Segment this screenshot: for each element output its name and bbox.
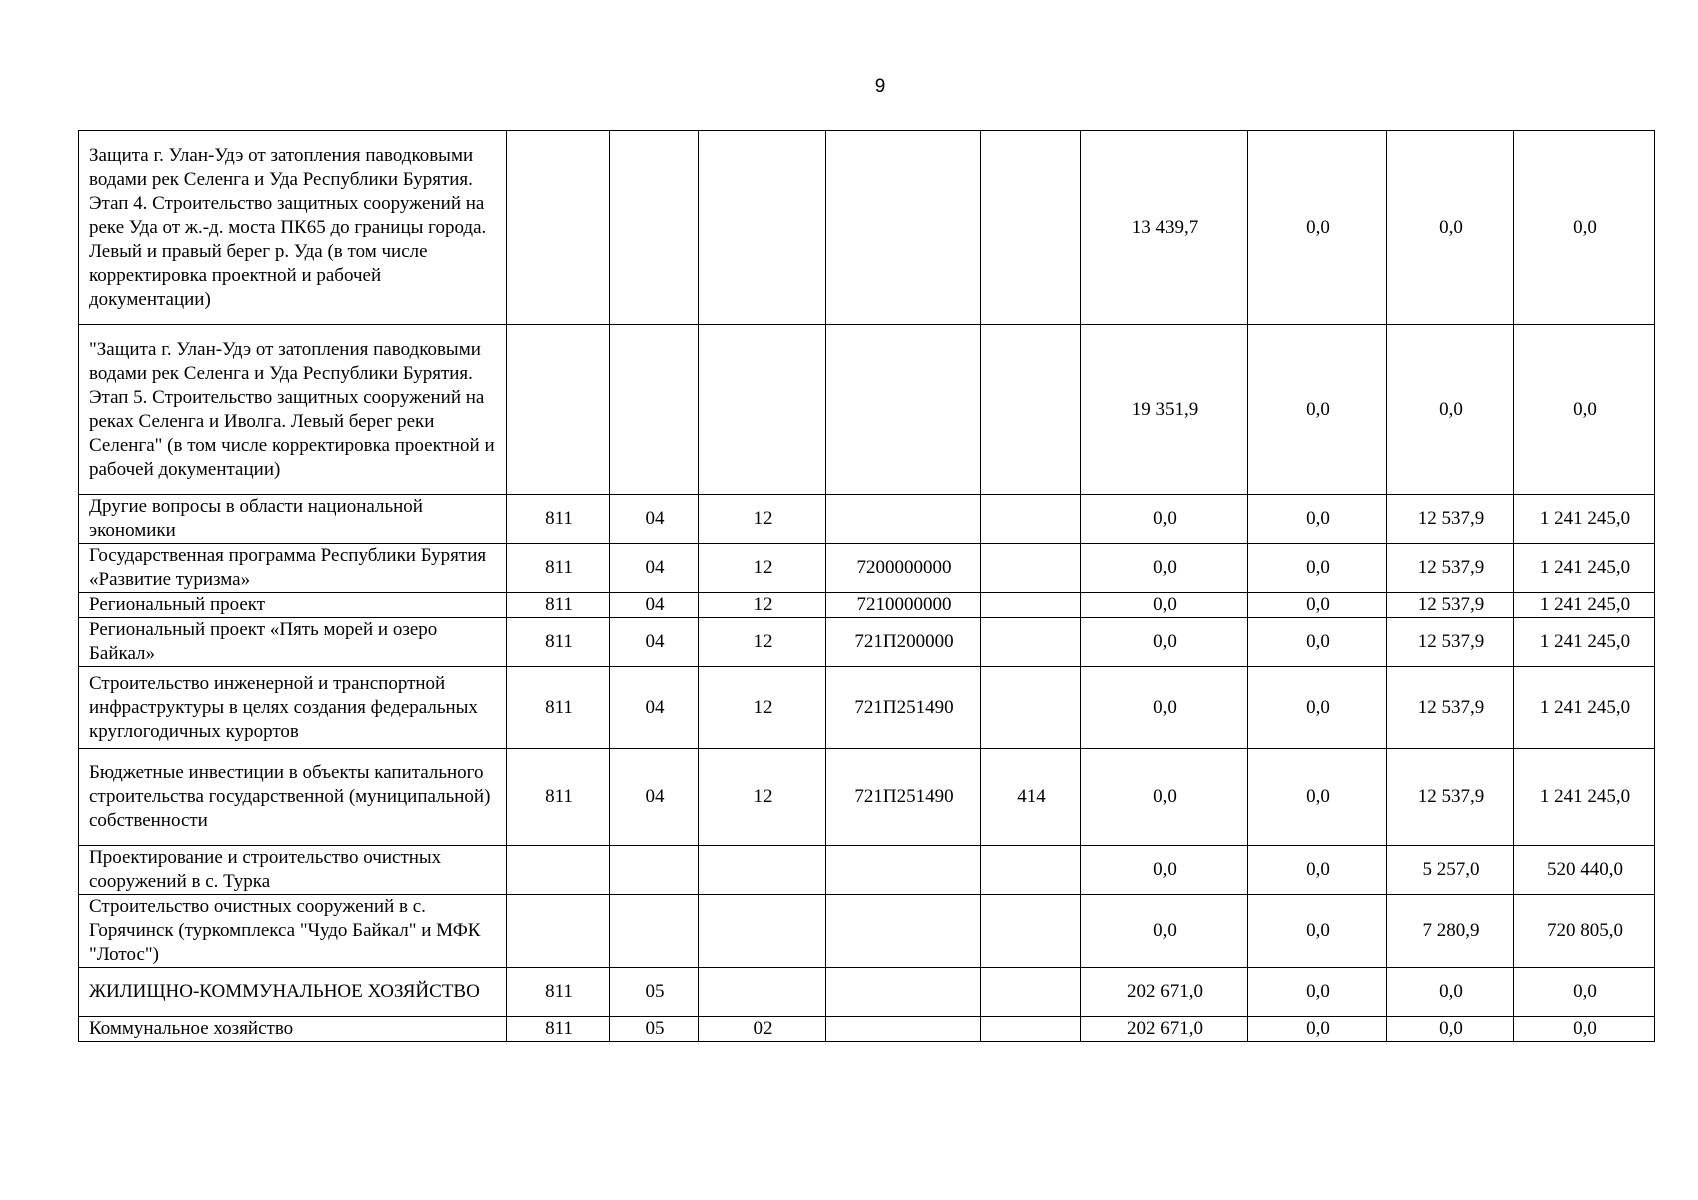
expense-type-code xyxy=(981,895,1081,968)
amount-year-3: 5 257,0 xyxy=(1387,846,1514,895)
row-name: Региональный проект xyxy=(79,593,507,618)
table-row xyxy=(79,618,1655,667)
amount-year-1: 202 671,0 xyxy=(1081,1017,1248,1042)
table-row xyxy=(79,968,1655,1017)
amount-year-3: 12 537,9 xyxy=(1387,749,1514,846)
amount-year-4: 1 241 245,0 xyxy=(1514,749,1655,846)
row-name: Коммунальное хозяйство xyxy=(79,1017,507,1042)
amount-year-3: 12 537,9 xyxy=(1387,593,1514,618)
sub-subsection-code xyxy=(699,846,826,895)
section-code: 811 xyxy=(507,749,610,846)
subsection-code: 05 xyxy=(610,1017,699,1042)
table-row xyxy=(79,495,1655,544)
row-name: Региональный проект «Пять морей и озеро Байкал» xyxy=(79,618,507,667)
table-row xyxy=(79,846,1655,895)
amount-year-2: 0,0 xyxy=(1248,1017,1387,1042)
amount-year-2: 0,0 xyxy=(1248,325,1387,495)
sub-subsection-code xyxy=(699,131,826,325)
sub-subsection-code xyxy=(699,968,826,1017)
amount-year-3: 12 537,9 xyxy=(1387,544,1514,593)
section-code: 811 xyxy=(507,495,610,544)
section-code xyxy=(507,131,610,325)
row-name: Строительство очистных сооружений в с. Горячинск (туркомплекса "Чудо Байкал" и МФК "Лотос") xyxy=(79,895,507,968)
section-code: 811 xyxy=(507,544,610,593)
target-article-code xyxy=(826,495,981,544)
sub-subsection-code: 12 xyxy=(699,749,826,846)
amount-year-1: 19 351,9 xyxy=(1081,325,1248,495)
amount-year-2: 0,0 xyxy=(1248,618,1387,667)
amount-year-1: 0,0 xyxy=(1081,495,1248,544)
section-code: 811 xyxy=(507,618,610,667)
target-article-code xyxy=(826,895,981,968)
section-code: 811 xyxy=(507,667,610,749)
sub-subsection-code: 12 xyxy=(699,618,826,667)
sub-subsection-code: 02 xyxy=(699,1017,826,1042)
row-name: Проектирование и строительство очистных сооружений в с. Турка xyxy=(79,846,507,895)
expense-type-code xyxy=(981,968,1081,1017)
subsection-code: 04 xyxy=(610,749,699,846)
expense-type-code xyxy=(981,846,1081,895)
sub-subsection-code: 12 xyxy=(699,593,826,618)
amount-year-2: 0,0 xyxy=(1248,495,1387,544)
target-article-code xyxy=(826,846,981,895)
amount-year-4: 0,0 xyxy=(1514,968,1655,1017)
amount-year-1: 0,0 xyxy=(1081,593,1248,618)
amount-year-1: 0,0 xyxy=(1081,618,1248,667)
subsection-code: 04 xyxy=(610,618,699,667)
amount-year-4: 520 440,0 xyxy=(1514,846,1655,895)
subsection-code: 04 xyxy=(610,593,699,618)
section-code xyxy=(507,895,610,968)
subsection-code xyxy=(610,325,699,495)
target-article-code: 721П251490 xyxy=(826,749,981,846)
table-row xyxy=(79,749,1655,846)
target-article-code: 7200000000 xyxy=(826,544,981,593)
expense-type-code: 414 xyxy=(981,749,1081,846)
row-name: "Защита г. Улан-Удэ от затопления паводковыми водами рек Селенга и Уда Республики Бурятия. Этап 5. Строительство защитных сооружений на реках Селенга и Иволга. Левый берег реки Селенга" (в том числе корректировка проектной и рабочей документации) xyxy=(79,325,507,495)
subsection-code: 04 xyxy=(610,667,699,749)
subsection-code xyxy=(610,895,699,968)
table-row xyxy=(79,1017,1655,1042)
amount-year-3: 0,0 xyxy=(1387,325,1514,495)
subsection-code: 04 xyxy=(610,544,699,593)
section-code xyxy=(507,846,610,895)
target-article-code xyxy=(826,1017,981,1042)
sub-subsection-code xyxy=(699,325,826,495)
amount-year-2: 0,0 xyxy=(1248,131,1387,325)
target-article-code xyxy=(826,131,981,325)
table-row xyxy=(79,325,1655,495)
table-body xyxy=(79,131,1655,1042)
table-row xyxy=(79,667,1655,749)
amount-year-2: 0,0 xyxy=(1248,544,1387,593)
row-name: Бюджетные инвестиции в объекты капитального строительства государственной (муниципальной) собственности xyxy=(79,749,507,846)
amount-year-4: 1 241 245,0 xyxy=(1514,618,1655,667)
row-name: Другие вопросы в области национальной экономики xyxy=(79,495,507,544)
amount-year-1: 0,0 xyxy=(1081,846,1248,895)
table-row xyxy=(79,131,1655,325)
amount-year-2: 0,0 xyxy=(1248,593,1387,618)
subsection-code xyxy=(610,846,699,895)
amount-year-2: 0,0 xyxy=(1248,846,1387,895)
table-row xyxy=(79,544,1655,593)
amount-year-3: 0,0 xyxy=(1387,968,1514,1017)
amount-year-1: 13 439,7 xyxy=(1081,131,1248,325)
subsection-code: 04 xyxy=(610,495,699,544)
sub-subsection-code xyxy=(699,895,826,968)
amount-year-2: 0,0 xyxy=(1248,667,1387,749)
amount-year-2: 0,0 xyxy=(1248,895,1387,968)
amount-year-3: 12 537,9 xyxy=(1387,618,1514,667)
target-article-code: 7210000000 xyxy=(826,593,981,618)
amount-year-3: 0,0 xyxy=(1387,131,1514,325)
budget-table xyxy=(78,130,1655,1042)
amount-year-4: 0,0 xyxy=(1514,1017,1655,1042)
table-row xyxy=(79,593,1655,618)
row-name: Защита г. Улан-Удэ от затопления паводковыми водами рек Селенга и Уда Республики Бурятия. Этап 4. Строительство защитных сооружений на реке Уда от ж.-д. моста ПК65 до границы города. Левый и правый берег р. Уда (в том числе корректировка проектной и рабочей документации) xyxy=(79,131,507,325)
sub-subsection-code: 12 xyxy=(699,544,826,593)
amount-year-4: 720 805,0 xyxy=(1514,895,1655,968)
amount-year-3: 7 280,9 xyxy=(1387,895,1514,968)
amount-year-3: 0,0 xyxy=(1387,1017,1514,1042)
expense-type-code xyxy=(981,593,1081,618)
target-article-code xyxy=(826,968,981,1017)
expense-type-code xyxy=(981,325,1081,495)
amount-year-2: 0,0 xyxy=(1248,749,1387,846)
expense-type-code xyxy=(981,495,1081,544)
row-name: Строительство инженерной и транспортной инфраструктуры в целях создания федеральных круглогодичных курортов xyxy=(79,667,507,749)
amount-year-1: 0,0 xyxy=(1081,749,1248,846)
amount-year-4: 1 241 245,0 xyxy=(1514,593,1655,618)
sub-subsection-code: 12 xyxy=(699,495,826,544)
amount-year-4: 1 241 245,0 xyxy=(1514,544,1655,593)
row-name: ЖИЛИЩНО-КОММУНАЛЬНОЕ ХОЗЯЙСТВО xyxy=(79,968,507,1017)
amount-year-1: 202 671,0 xyxy=(1081,968,1248,1017)
expense-type-code xyxy=(981,131,1081,325)
amount-year-4: 1 241 245,0 xyxy=(1514,667,1655,749)
section-code xyxy=(507,325,610,495)
section-code: 811 xyxy=(507,593,610,618)
target-article-code xyxy=(826,325,981,495)
target-article-code: 721П251490 xyxy=(826,667,981,749)
amount-year-4: 0,0 xyxy=(1514,325,1655,495)
expense-type-code xyxy=(981,1017,1081,1042)
amount-year-2: 0,0 xyxy=(1248,968,1387,1017)
amount-year-4: 0,0 xyxy=(1514,131,1655,325)
section-code: 811 xyxy=(507,968,610,1017)
amount-year-1: 0,0 xyxy=(1081,895,1248,968)
target-article-code: 721П200000 xyxy=(826,618,981,667)
table-row xyxy=(79,895,1655,968)
expense-type-code xyxy=(981,544,1081,593)
amount-year-3: 12 537,9 xyxy=(1387,495,1514,544)
amount-year-4: 1 241 245,0 xyxy=(1514,495,1655,544)
amount-year-1: 0,0 xyxy=(1081,667,1248,749)
section-code: 811 xyxy=(507,1017,610,1042)
expense-type-code xyxy=(981,667,1081,749)
subsection-code: 05 xyxy=(610,968,699,1017)
amount-year-3: 12 537,9 xyxy=(1387,667,1514,749)
sub-subsection-code: 12 xyxy=(699,667,826,749)
amount-year-1: 0,0 xyxy=(1081,544,1248,593)
page-number: 9 xyxy=(874,76,886,97)
subsection-code xyxy=(610,131,699,325)
expense-type-code xyxy=(981,618,1081,667)
row-name: Государственная программа Республики Бурятия «Развитие туризма» xyxy=(79,544,507,593)
